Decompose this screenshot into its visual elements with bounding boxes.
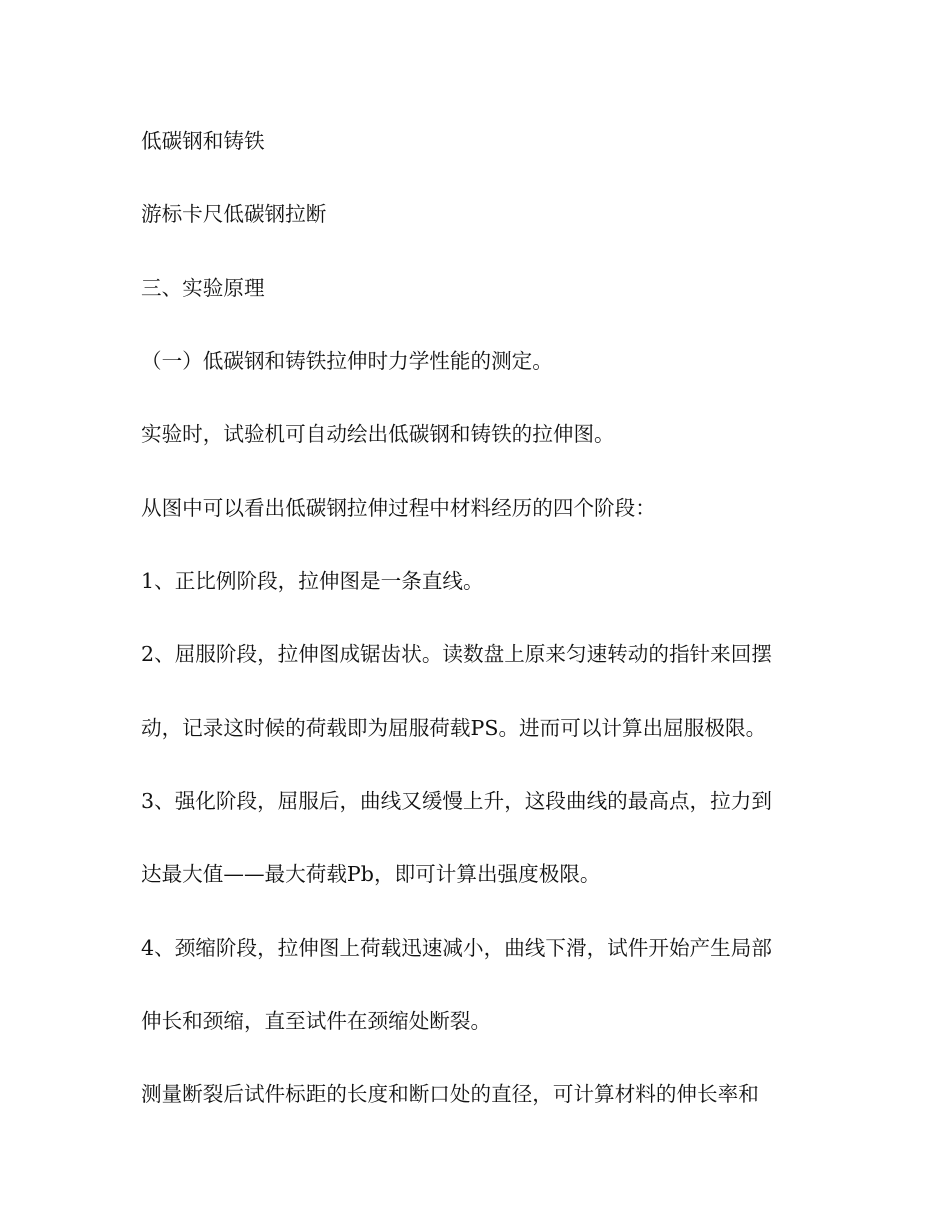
text-line-1: 低碳钢和铸铁 <box>141 129 265 153</box>
text-line-2: 游标卡尺低碳钢拉断 <box>141 202 327 226</box>
section-heading: 三、实验原理 <box>141 276 265 300</box>
list-item-1: 1、正比例阶段，拉伸图是一条直线。 <box>141 569 484 593</box>
list-item-3: 3、强化阶段，屈服后，曲线又缓慢上升，这段曲线的最高点，拉力到 <box>141 789 772 813</box>
text-line-5: 实验时，试验机可自动绘出低碳钢和铸铁的拉伸图。 <box>141 422 615 446</box>
list-item-4: 4、颈缩阶段，拉伸图上荷载迅速减小，曲线下滑，试件开始产生局部 <box>141 936 772 960</box>
list-item-2: 2、屈服阶段，拉伸图成锯齿状。读数盘上原来匀速转动的指针来回摆 <box>141 642 772 666</box>
subsection-heading: （一）低碳钢和铸铁拉伸时力学性能的测定。 <box>141 349 553 373</box>
list-item-3-continued: 达最大值——最大荷载Pb，即可计算出强度极限。 <box>141 862 601 886</box>
list-item-2-continued: 动，记录这时候的荷载即为屈服荷载PS。进而可以计算出屈服极限。 <box>141 716 767 740</box>
text-line-6: 从图中可以看出低碳钢拉伸过程中材料经历的四个阶段： <box>141 496 656 520</box>
text-line-14: 测量断裂后试件标距的长度和断口处的直径，可计算材料的伸长率和 <box>141 1082 759 1106</box>
list-item-4-continued: 伸长和颈缩，直至试件在颈缩处断裂。 <box>141 1009 492 1033</box>
